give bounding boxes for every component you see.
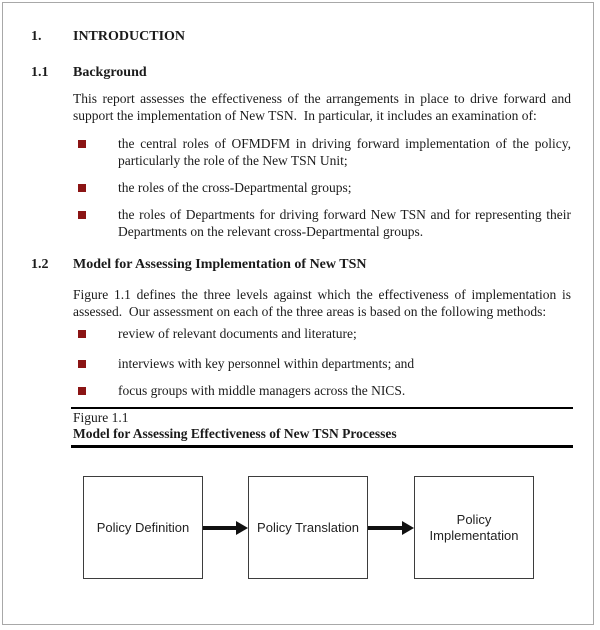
diagram-node-policy-implementation: Policy Implementation [414, 476, 534, 579]
square-bullet-icon [78, 387, 86, 395]
list-item [78, 382, 593, 399]
section-1-number: 1. [31, 29, 42, 44]
section-1-2-number: 1.2 [31, 257, 49, 272]
list-item-text: focus groups with middle managers across the NICS. [118, 383, 406, 398]
list-item-text: the roles of the cross-Departmental groups; [118, 180, 352, 195]
section-1-2-paragraph: Figure 1.1 defines the three levels against which the effectiveness of implementation is assessed. Our assessment on each of the three areas is based on the following methods: [73, 287, 575, 319]
diagram-node-policy-translation: Policy Translation [248, 476, 368, 579]
diagram-node-policy-definition: Policy Definition [83, 476, 203, 579]
list-item-text: the roles of Departments for driving forward New TSN and for representing their Departments on the relevant cross-Departmental groups. [118, 207, 571, 239]
figure-caption: Figure 1.1 [73, 410, 129, 425]
square-bullet-icon [78, 330, 86, 338]
figure-title: Model for Assessing Effectiveness of New TSN Processes [73, 426, 397, 441]
section-1-1-heading [31, 64, 593, 81]
list-item [78, 206, 593, 240]
section-1-1-title: Background [73, 65, 147, 80]
section-1-1-paragraph: This report assesses the effectiveness of the arrangements in place to drive forward and support the implementation of New TSN. In particular, it includes an examination of: [73, 91, 575, 123]
list-item [78, 135, 593, 169]
flow-diagram [3, 476, 593, 586]
section-1-2-title: Model for Assessing Implementation of New TSN [73, 257, 367, 272]
section-1-title: INTRODUCTION [73, 29, 186, 44]
document-page [2, 2, 594, 625]
square-bullet-icon [78, 140, 86, 148]
right-arrow-icon [236, 521, 248, 535]
right-arrow-icon [402, 521, 414, 535]
right-arrow-icon [368, 526, 402, 530]
list-item [78, 325, 593, 342]
list-item [78, 355, 593, 372]
square-bullet-icon [78, 211, 86, 219]
square-bullet-icon [78, 184, 86, 192]
section-1-1-number: 1.1 [31, 65, 49, 80]
list-item [78, 179, 593, 196]
square-bullet-icon [78, 360, 86, 368]
section-1-2-heading [31, 256, 593, 273]
right-arrow-icon [203, 526, 236, 530]
list-item-text: review of relevant documents and literature; [118, 326, 357, 341]
figure-caption-block [71, 407, 573, 448]
list-item-text: interviews with key personnel within departments; and [118, 356, 415, 371]
section-1-heading [31, 28, 593, 45]
list-item-text: the central roles of OFMDFM in driving forward implementation of the policy, particularly the role of the New TSN Unit; [118, 136, 571, 168]
